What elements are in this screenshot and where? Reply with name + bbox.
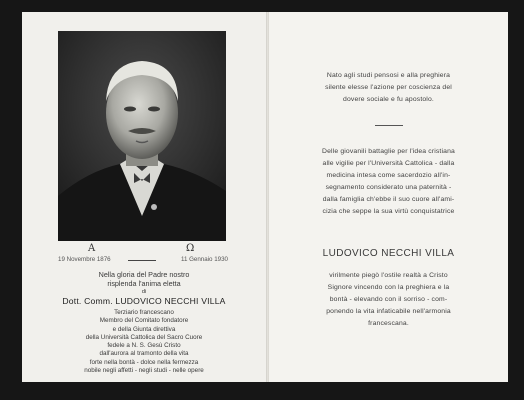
section-divider — [375, 125, 403, 126]
dedication-line-1: Nella gloria del Padre nostro — [98, 270, 190, 279]
paragraph-line: Nato agli studi pensosi e alla preghiera — [326, 72, 451, 79]
death-date: 11 Gennaio 1930 — [180, 256, 228, 263]
paragraph-2 — [269, 146, 508, 218]
paragraph-line: medicina intesa come sacerdozio all'in- — [326, 172, 451, 179]
portrait-image — [58, 31, 226, 241]
paragraph-line: silente elesse l'azione per coscienza del — [325, 84, 452, 91]
bio-line: Membro del Comitato fondatore — [99, 317, 189, 325]
bio-line: della Università Cattolica del Sacro Cuore — [85, 333, 203, 341]
bio-line: Terziario francescano — [114, 309, 174, 316]
paragraph-line: bontà - elevando con il sorriso - com- — [329, 296, 448, 303]
paragraph-line: virilmente piegò l'ostile realtà a Cristo — [329, 272, 448, 279]
bio-line: e della Giunta direttiva — [112, 325, 176, 333]
bio-line: nobile negli affetti - negli studi - nelle opere — [84, 367, 204, 375]
paragraph-3 — [269, 270, 508, 330]
memorial-card — [22, 12, 508, 382]
birth-date: 19 Novembre 1876 — [58, 256, 111, 263]
alpha-symbol: Α — [88, 243, 96, 254]
paragraph-line: alle vigilie per l'Università Cattolica - dalla — [322, 160, 455, 167]
bio-line: fedele a N. S. Gesù Cristo — [107, 342, 181, 350]
paragraph-line: francescana. — [368, 320, 409, 327]
paragraph-line: segnamento considerato una paternità - — [325, 184, 452, 191]
paragraph-line: Signore vincendo con la preghiera e la — [327, 284, 450, 291]
portrait-photo — [58, 31, 226, 241]
biography-lines — [22, 309, 266, 375]
dedication-line-3: di — [141, 289, 147, 295]
omega-symbol: Ω — [186, 243, 195, 254]
bio-line: forte nella bontà - dolce nella fermezza — [89, 358, 199, 366]
deceased-name-heading: LUDOVICO NECCHI VILLA — [322, 248, 455, 259]
paragraph-line: dovere sociale e fu apostolo. — [343, 96, 434, 103]
paragraph-line: cizia che seppe la sua virtù conquistatrice — [322, 208, 455, 215]
paragraph-line: ponendo la vita infaticabile nell'armonia — [326, 308, 451, 315]
paragraph-1 — [269, 70, 508, 106]
paragraph-line: Delle giovanili battaglie per l'idea cristiana — [322, 148, 455, 155]
deceased-full-name: Dott. Comm. LUDOVICO NECCHI VILLA — [62, 296, 226, 306]
date-divider — [128, 260, 156, 261]
dedication-line-2: risplenda l'anima eletta — [107, 279, 181, 288]
bio-line: dall'aurora al tramonto della vita — [99, 350, 189, 358]
paragraph-line: dalla famiglia ch'ebbe il suo cuore all'ami- — [322, 196, 455, 203]
